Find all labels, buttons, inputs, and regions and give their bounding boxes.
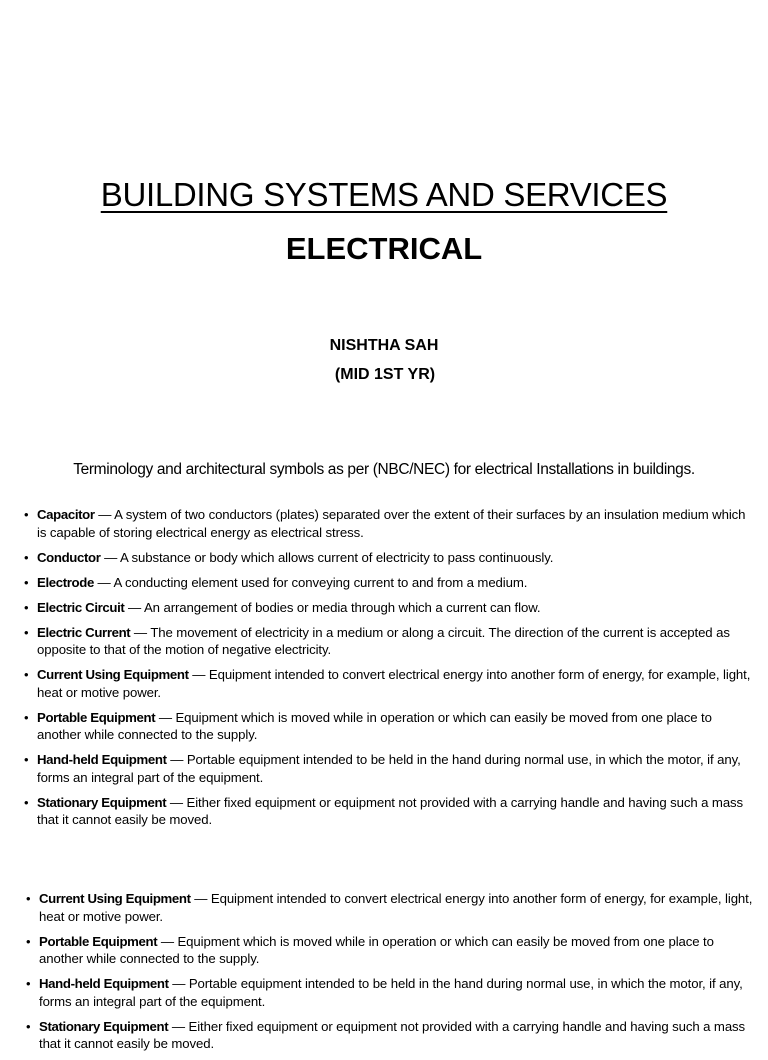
definition-item: [24, 574, 754, 592]
definition-item: [24, 709, 754, 744]
definition-term: Conductor: [37, 549, 101, 565]
definition-text: — Either fixed equipment or equipment not provided with a carrying handle and having such a mass that it cannot easily be moved.: [37, 794, 744, 827]
bullet-icon: •: [24, 709, 29, 725]
definition-item: [26, 933, 756, 968]
slide-title-text: BUILDING SYSTEMS AND SERVICES: [100, 176, 668, 213]
definition-item: [26, 1018, 756, 1053]
bullet-icon: •: [26, 1018, 31, 1034]
author-year: (MID 1ST YR): [334, 366, 436, 383]
definition-term: Stationary Equipment: [37, 794, 167, 810]
definition-item: [24, 666, 754, 701]
definition-term: Current Using Equipment: [37, 667, 189, 682]
definition-text: — Equipment intended to convert electrical energy into another form of energy, for example, light, heat or motive power.: [39, 891, 753, 924]
definition-text: — Equipment which is moved while in operation or which can easily be moved from one place to another while connected to the supply.: [37, 709, 712, 742]
definition-text: — Either fixed equipment or equipment not provided with a carrying handle and having such a mass that it cannot easily be moved.: [39, 1018, 746, 1051]
definition-text: — Portable equipment intended to be held in the hand during normal use, in which the motor, if any, forms an integral part of the equipment.: [39, 976, 743, 1009]
definition-text: — Portable equipment intended to be held in the hand during normal use, in which the motor, if any, forms an integral part of the equipment.: [37, 752, 741, 785]
definition-text: — The movement of electricity in a medium or along a circuit. The direction of the current is accepted as opposite to that of the motion of negative electricity.: [37, 624, 730, 657]
bullet-icon: •: [24, 574, 29, 590]
terminology-heading: Terminology and architectural symbols as per (NBC/NEC) for electrical Installations in buildings.: [73, 461, 695, 478]
definition-text: — An arrangement of bodies or media through which a current can flow.: [124, 599, 541, 615]
definition-item: [24, 624, 754, 659]
definition-term: Electric Current: [37, 624, 131, 640]
definition-item: [24, 794, 754, 829]
bullet-icon: •: [26, 933, 31, 949]
author-name: NISHTHA SAH: [329, 337, 439, 354]
definition-item: [24, 549, 754, 567]
bullet-icon: •: [26, 976, 31, 991]
slide-subtitle: ELECTRICAL: [285, 231, 483, 266]
definition-term: Portable Equipment: [37, 709, 156, 725]
bullet-icon: •: [24, 794, 29, 810]
bullet-icon: •: [24, 624, 29, 640]
slide-title: [0, 175, 768, 215]
definition-text: — A system of two conductors (plates) separated over the extent of their surfaces by an insulation medium which is capable of storing electrical energy as electrical stress.: [37, 507, 746, 540]
definition-term: Portable Equipment: [39, 933, 158, 949]
definitions-list: [24, 506, 754, 836]
definition-text: — Equipment intended to convert electrical energy into another form of energy, for example, light, heat or motive power.: [37, 667, 751, 700]
definition-term: Current Using Equipment: [39, 891, 191, 906]
bullet-icon: •: [24, 507, 29, 522]
definition-item: [26, 890, 756, 925]
definition-term: Electric Circuit: [37, 599, 125, 615]
definition-term: Electrode: [37, 574, 94, 590]
definition-term: Hand-held Equipment: [39, 976, 169, 991]
bullet-icon: •: [24, 549, 29, 565]
bullet-icon: •: [24, 599, 29, 615]
bullet-icon: •: [24, 752, 29, 767]
definition-term: Capacitor: [37, 507, 95, 522]
definition-term: Hand-held Equipment: [37, 752, 167, 767]
definition-text: — Equipment which is moved while in operation or which can easily be moved from one place to another while connected to the supply.: [39, 933, 714, 966]
author-block: [0, 331, 768, 389]
title-slide: [0, 0, 768, 428]
definition-item: [26, 975, 756, 1010]
definition-item: [24, 599, 754, 617]
bullet-icon: •: [24, 667, 29, 682]
definition-term: Stationary Equipment: [39, 1018, 169, 1034]
bullet-icon: •: [26, 891, 31, 906]
definition-text: — A substance or body which allows current of electricity to pass continuously.: [100, 549, 554, 565]
definition-text: — A conducting element used for conveying current to and from a medium.: [93, 574, 528, 590]
definition-item: [24, 506, 754, 541]
definition-item: [24, 751, 754, 786]
definitions-list-continued: [26, 890, 756, 1060]
